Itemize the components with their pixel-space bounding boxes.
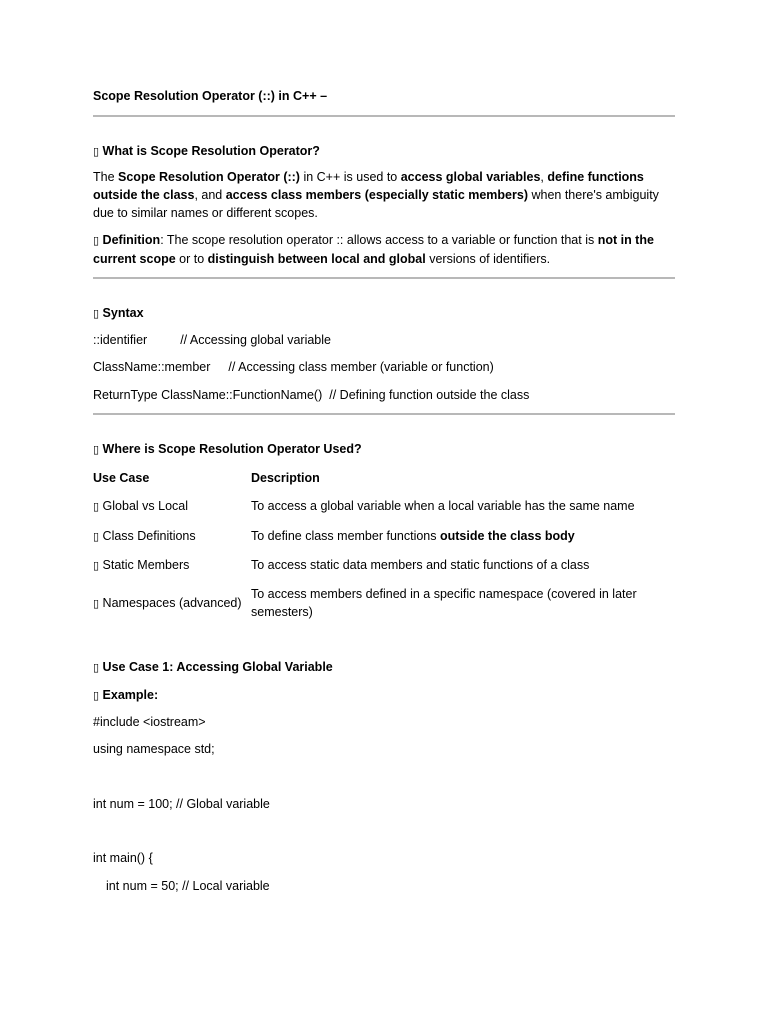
- definition-paragraph: ▯ Definition: The scope resolution operator :: allows access to a variable or function that is not in the current scope or to distinguish between local and global versions of identifiers.: [93, 233, 654, 266]
- missing-glyph-icon: ▯: [93, 307, 100, 320]
- missing-glyph-icon: ▯: [93, 597, 100, 610]
- section-heading-syntax: ▯ Syntax: [93, 306, 144, 320]
- missing-glyph-icon: ▯: [93, 559, 100, 572]
- code-line: int num = 50; // Local variable: [106, 879, 270, 893]
- document-title: Scope Resolution Operator (::) in C++ –: [93, 89, 328, 103]
- missing-glyph-icon: ▯: [93, 234, 100, 247]
- missing-glyph-icon: ▯: [93, 661, 100, 674]
- table-row: ▯ Global vs Local To access a global variable when a local variable has the same name: [93, 499, 635, 513]
- section-heading-what-is: ▯ What is Scope Resolution Operator?: [93, 144, 320, 158]
- missing-glyph-icon: ▯: [93, 443, 100, 456]
- missing-glyph-icon: ▯: [93, 530, 100, 543]
- divider: [93, 277, 675, 279]
- section-heading-where-used: ▯ Where is Scope Resolution Operator Used?: [93, 442, 362, 456]
- example-label: ▯ Example:: [93, 688, 159, 702]
- table-header-row: [93, 469, 675, 487]
- missing-glyph-icon: ▯: [93, 500, 100, 513]
- divider: [93, 413, 675, 415]
- table-row: ▯ Namespaces (advanced) To access members defined in a specific namespace (covered in later semesters): [93, 587, 637, 619]
- code-line: int num = 100; // Global variable: [93, 797, 270, 811]
- table-row: ▯ Class Definitions To define class member functions outside the class body: [93, 529, 575, 543]
- syntax-line: ::identifier // Accessing global variable: [93, 333, 331, 347]
- table-row: ▯ Static Members To access static data members and static functions of a class: [93, 558, 590, 572]
- missing-glyph-icon: ▯: [93, 145, 100, 158]
- code-line: int main() {: [93, 851, 153, 865]
- divider: [93, 115, 675, 117]
- code-line: #include <iostream>: [93, 715, 206, 729]
- syntax-line: ClassName::member // Accessing class member (variable or function): [93, 360, 494, 374]
- missing-glyph-icon: ▯: [93, 689, 100, 702]
- code-line: using namespace std;: [93, 742, 215, 756]
- intro-paragraph: The Scope Resolution Operator (::) in C++ is used to access global variables, define functions outside the class, and access class members (especially static members) when there's ambiguity due to similar names or different scopes.: [93, 170, 659, 220]
- syntax-line: ReturnType ClassName::FunctionName() // Defining function outside the class: [93, 388, 530, 402]
- section-heading-use-case-1: ▯ Use Case 1: Accessing Global Variable: [93, 660, 333, 674]
- column-header-description: Description: [251, 471, 320, 485]
- column-header-use-case: Use Case: [93, 471, 150, 485]
